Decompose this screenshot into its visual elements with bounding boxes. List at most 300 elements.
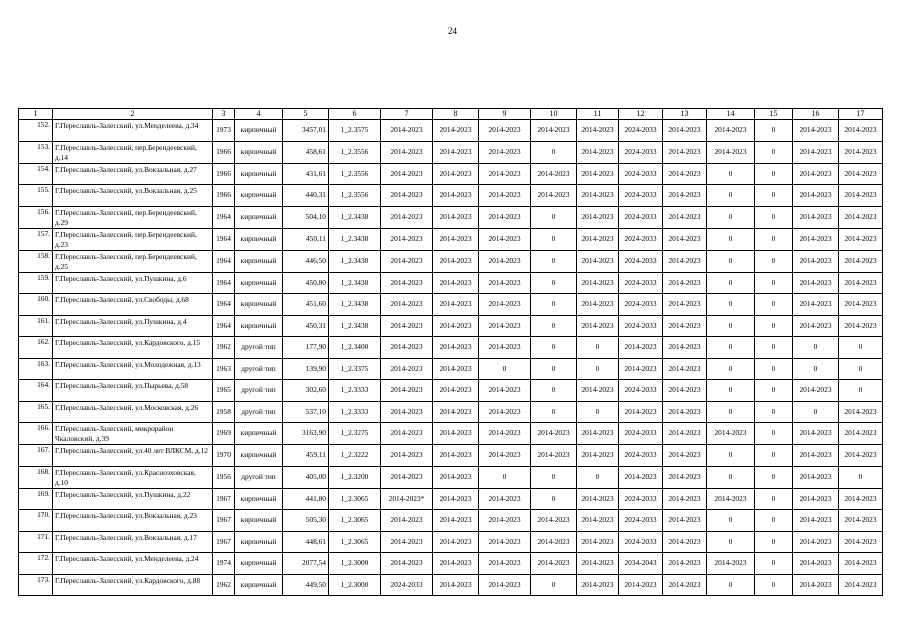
page-number: 24: [448, 26, 457, 36]
cell-row-number: 161.: [19, 315, 53, 337]
cell-year-built: 1962: [213, 337, 235, 359]
cell-col-14: 0: [707, 337, 755, 359]
cell-col-8: 2014-2023: [433, 510, 479, 532]
cell-area: 441,80: [283, 488, 329, 510]
cell-col-15: 0: [755, 488, 793, 510]
cell-col-14: 0: [707, 315, 755, 337]
table-row: [19, 445, 883, 467]
cell-col-9: 0: [479, 358, 531, 380]
cell-address: Г.Переславль-Залесский, ул.Вокзальная, д.17: [53, 531, 213, 553]
cell-col-12: 2024-2033: [619, 445, 663, 467]
cell-row-number: 162.: [19, 337, 53, 359]
cell-col-9: 2014-2023: [479, 445, 531, 467]
cell-col-10: 0: [531, 141, 577, 163]
cell-col-11: 2014-2023: [577, 141, 619, 163]
cell-col-14: 2014-2023: [707, 120, 755, 142]
column-header: 7: [381, 109, 433, 120]
cell-col-17: 2014-2023: [839, 141, 883, 163]
cell-area: 302,60: [283, 380, 329, 402]
cell-row-number: 159.: [19, 272, 53, 294]
cell-col-15: 0: [755, 358, 793, 380]
cell-col-15: 0: [755, 423, 793, 445]
column-header: 9: [479, 109, 531, 120]
cell-wall-material: кирпичный: [235, 531, 283, 553]
cell-col-8: 2014-2023: [433, 315, 479, 337]
cell-address: Г.Переславль-Залесский, ул.Пырьева, д.58: [53, 380, 213, 402]
cell-col-10: 0: [531, 250, 577, 272]
column-header: 11: [577, 109, 619, 120]
cell-col-9: 2014-2023: [479, 510, 531, 532]
cell-wall-material: кирпичный: [235, 488, 283, 510]
column-header: 1: [19, 109, 53, 120]
cell-col-14: 0: [707, 510, 755, 532]
cell-col-17: 2014-2023: [839, 228, 883, 250]
cell-col-10: 0: [531, 294, 577, 316]
cell-area: 504,10: [283, 206, 329, 228]
cell-col-10: 0: [531, 272, 577, 294]
cell-col-12: 2034-2043: [619, 553, 663, 575]
cell-col-15: 0: [755, 141, 793, 163]
cell-col-12: 2024-2033: [619, 315, 663, 337]
cell-year-built: 1965: [213, 380, 235, 402]
cell-col-7: 2014-2023: [381, 206, 433, 228]
cell-col-15: 0: [755, 337, 793, 359]
cell-area: 537,10: [283, 401, 329, 423]
cell-col-17: 2014-2023: [839, 401, 883, 423]
cell-rating: 1_2.3333: [329, 401, 381, 423]
cell-row-number: 163.: [19, 358, 53, 380]
cell-col-17: 0: [839, 466, 883, 488]
column-header: 5: [283, 109, 329, 120]
cell-col-7: 2014-2023: [381, 185, 433, 207]
cell-row-number: 167.: [19, 445, 53, 467]
cell-col-15: 0: [755, 466, 793, 488]
cell-rating: 1_2.3375: [329, 358, 381, 380]
cell-wall-material: кирпичный: [235, 423, 283, 445]
cell-col-11: 2014-2023: [577, 531, 619, 553]
cell-col-11: 0: [577, 401, 619, 423]
cell-row-number: 158.: [19, 250, 53, 272]
cell-col-14: 0: [707, 445, 755, 467]
cell-wall-material: кирпичный: [235, 445, 283, 467]
cell-col-7: 2014-2023: [381, 466, 433, 488]
cell-address: Г.Переславль-Залесский, ул.Вокзальная, д.27: [53, 163, 213, 185]
table-row: [19, 272, 883, 294]
cell-rating: 1_2.3400: [329, 337, 381, 359]
cell-area: 459,11: [283, 445, 329, 467]
cell-col-14: 0: [707, 466, 755, 488]
cell-col-16: 0: [793, 337, 839, 359]
cell-wall-material: кирпичный: [235, 185, 283, 207]
cell-address: Г.Переславль-Залесский, ул.Менделеева, д.34: [53, 120, 213, 142]
cell-area: 139,90: [283, 358, 329, 380]
cell-year-built: 1964: [213, 315, 235, 337]
cell-rating: 1_2.3438: [329, 294, 381, 316]
cell-col-8: 2014-2023: [433, 553, 479, 575]
cell-col-16: 2014-2023: [793, 423, 839, 445]
cell-col-11: 2014-2023: [577, 120, 619, 142]
cell-col-14: 2014-2023: [707, 553, 755, 575]
cell-row-number: 173.: [19, 574, 53, 596]
table-row: [19, 358, 883, 380]
cell-col-13: 2014-2023: [663, 185, 707, 207]
cell-col-9: 2014-2023: [479, 337, 531, 359]
cell-col-8: 2014-2023: [433, 272, 479, 294]
cell-wall-material: кирпичный: [235, 574, 283, 596]
cell-col-14: 0: [707, 272, 755, 294]
cell-col-7: 2014-2023: [381, 553, 433, 575]
cell-col-12: 2024-2033: [619, 510, 663, 532]
cell-address: Г.Переславль-Залесский, ул.Кардовского, д.88: [53, 574, 213, 596]
cell-col-8: 2014-2023: [433, 531, 479, 553]
cell-col-12: 2024-2033: [619, 423, 663, 445]
cell-rating: 1_2.3222: [329, 445, 381, 467]
cell-rating: 1_2.3438: [329, 228, 381, 250]
cell-col-14: 0: [707, 250, 755, 272]
cell-rating: 1_2.3200: [329, 466, 381, 488]
cell-col-12: 2024-2033: [619, 228, 663, 250]
cell-rating: 1_2.3438: [329, 250, 381, 272]
cell-col-12: 2024-2033: [619, 206, 663, 228]
cell-col-16: 2014-2023: [793, 531, 839, 553]
cell-year-built: 1973: [213, 120, 235, 142]
cell-col-17: 0: [839, 358, 883, 380]
cell-col-15: 0: [755, 510, 793, 532]
cell-col-15: 0: [755, 401, 793, 423]
cell-row-number: 166.: [19, 423, 53, 445]
table-body: [19, 120, 883, 596]
cell-wall-material: кирпичный: [235, 294, 283, 316]
cell-col-14: 0: [707, 358, 755, 380]
cell-col-10: 2014-2023: [531, 445, 577, 467]
cell-rating: 1_2.3000: [329, 553, 381, 575]
cell-col-9: 2014-2023: [479, 553, 531, 575]
cell-row-number: 155.: [19, 185, 53, 207]
cell-col-12: 2014-2023: [619, 358, 663, 380]
cell-col-13: 2014-2023: [663, 510, 707, 532]
cell-col-15: 0: [755, 574, 793, 596]
cell-col-12: 2024-2033: [619, 380, 663, 402]
cell-row-number: 171.: [19, 531, 53, 553]
cell-year-built: 1967: [213, 531, 235, 553]
cell-col-17: 2014-2023: [839, 294, 883, 316]
cell-col-14: 0: [707, 163, 755, 185]
cell-col-9: 2014-2023: [479, 423, 531, 445]
cell-col-10: 0: [531, 466, 577, 488]
cell-col-9: 2014-2023: [479, 488, 531, 510]
cell-col-7: 2014-2023: [381, 380, 433, 402]
cell-rating: 1_2.3333: [329, 380, 381, 402]
cell-col-16: 0: [793, 401, 839, 423]
cell-col-13: 2014-2023: [663, 294, 707, 316]
cell-col-14: 2014-2023: [707, 141, 755, 163]
cell-col-7: 2014-2023: [381, 141, 433, 163]
cell-col-7: 2014-2023: [381, 294, 433, 316]
cell-col-12: 2014-2023: [619, 337, 663, 359]
cell-col-7: 2014-2023: [381, 163, 433, 185]
cell-area: 431,61: [283, 163, 329, 185]
cell-col-15: 0: [755, 206, 793, 228]
table-row: [19, 141, 883, 163]
cell-wall-material: кирпичный: [235, 553, 283, 575]
cell-col-13: 2014-2023: [663, 574, 707, 596]
cell-area: 450,80: [283, 272, 329, 294]
cell-year-built: 1967: [213, 488, 235, 510]
cell-year-built: 1956: [213, 466, 235, 488]
cell-col-13: 2014-2023: [663, 272, 707, 294]
cell-col-8: 2014-2023: [433, 466, 479, 488]
cell-col-11: 2014-2023: [577, 445, 619, 467]
cell-col-8: 2014-2023: [433, 120, 479, 142]
cell-area: 449,50: [283, 574, 329, 596]
cell-year-built: 1974: [213, 553, 235, 575]
cell-year-built: 1964: [213, 272, 235, 294]
cell-address: Г.Переславль-Залесский, пер.Берендеевский, д.14: [53, 141, 213, 163]
cell-col-7: 2014-2023: [381, 250, 433, 272]
cell-col-15: 0: [755, 250, 793, 272]
cell-wall-material: кирпичный: [235, 228, 283, 250]
cell-col-16: 2014-2023: [793, 294, 839, 316]
cell-row-number: 170.: [19, 510, 53, 532]
cell-address: Г.Переславль-Залесский, ул.Вокзальная, д.23: [53, 510, 213, 532]
cell-area: 448,61: [283, 531, 329, 553]
cell-col-8: 2014-2023: [433, 574, 479, 596]
cell-col-10: 0: [531, 228, 577, 250]
cell-address: Г.Переславль-Залесский, ул.Пушкина, д.4: [53, 315, 213, 337]
cell-col-7: 2014-2023: [381, 423, 433, 445]
cell-col-14: 0: [707, 531, 755, 553]
cell-wall-material: другой тип: [235, 466, 283, 488]
cell-col-12: 2014-2023: [619, 466, 663, 488]
cell-col-11: 0: [577, 466, 619, 488]
cell-address: Г.Переславль-Залесский, пер.Берендеевский, д.23: [53, 228, 213, 250]
cell-year-built: 1962: [213, 574, 235, 596]
column-header: 2: [53, 109, 213, 120]
cell-col-8: 2014-2023: [433, 488, 479, 510]
cell-col-7: 2014-2023*: [381, 488, 433, 510]
cell-area: 505,30: [283, 510, 329, 532]
cell-col-8: 2014-2023: [433, 250, 479, 272]
cell-col-12: 2024-2033: [619, 294, 663, 316]
cell-wall-material: другой тип: [235, 380, 283, 402]
cell-col-10: 2014-2023: [531, 423, 577, 445]
cell-col-14: 0: [707, 574, 755, 596]
cell-col-13: 2014-2023: [663, 358, 707, 380]
cell-address: Г.Переславль-Залесский, ул.Пушкина, д.22: [53, 488, 213, 510]
cell-col-16: 2014-2023: [793, 163, 839, 185]
cell-col-17: 2014-2023: [839, 163, 883, 185]
cell-wall-material: кирпичный: [235, 315, 283, 337]
cell-rating: 1_2.3065: [329, 510, 381, 532]
cell-col-14: 0: [707, 185, 755, 207]
cell-col-17: 0: [839, 380, 883, 402]
cell-col-15: 0: [755, 553, 793, 575]
cell-col-10: 0: [531, 574, 577, 596]
cell-area: 458,61: [283, 141, 329, 163]
cell-col-12: 2024-2033: [619, 163, 663, 185]
cell-col-13: 2014-2023: [663, 141, 707, 163]
cell-area: 450,11: [283, 228, 329, 250]
cell-col-11: 2014-2023: [577, 185, 619, 207]
cell-col-7: 2014-2023: [381, 337, 433, 359]
column-header: 6: [329, 109, 381, 120]
cell-col-16: 2014-2023: [793, 315, 839, 337]
cell-col-9: 2014-2023: [479, 294, 531, 316]
cell-col-16: 2014-2023: [793, 445, 839, 467]
cell-area: 3163,90: [283, 423, 329, 445]
cell-year-built: 1958: [213, 401, 235, 423]
cell-col-8: 2014-2023: [433, 185, 479, 207]
cell-col-9: 2014-2023: [479, 206, 531, 228]
cell-col-17: 2014-2023: [839, 206, 883, 228]
cell-address: Г.Переславль-Залесский, пер.Берендеевский, д.29: [53, 206, 213, 228]
cell-col-12: 2024-2033: [619, 531, 663, 553]
cell-col-8: 2014-2023: [433, 337, 479, 359]
table-row: [19, 228, 883, 250]
cell-col-13: 2014-2023: [663, 488, 707, 510]
cell-col-9: 2014-2023: [479, 574, 531, 596]
table-row: [19, 510, 883, 532]
column-header: 17: [839, 109, 883, 120]
cell-col-10: 2014-2023: [531, 120, 577, 142]
cell-col-12: 2024-2033: [619, 120, 663, 142]
cell-wall-material: кирпичный: [235, 272, 283, 294]
cell-col-14: 0: [707, 380, 755, 402]
cell-row-number: 165.: [19, 401, 53, 423]
cell-address: Г.Переславль-Залесский, ул.Свободы, д.68: [53, 294, 213, 316]
cell-col-11: 0: [577, 358, 619, 380]
cell-col-16: 2014-2023: [793, 466, 839, 488]
cell-col-17: 2014-2023: [839, 272, 883, 294]
cell-rating: 1_2.3438: [329, 272, 381, 294]
cell-col-13: 2014-2023: [663, 315, 707, 337]
cell-rating: 1_2.3065: [329, 531, 381, 553]
cell-col-10: 2014-2023: [531, 185, 577, 207]
cell-row-number: 157.: [19, 228, 53, 250]
table-row: [19, 294, 883, 316]
cell-col-16: 2014-2023: [793, 272, 839, 294]
cell-col-17: 2014-2023: [839, 423, 883, 445]
cell-col-9: 0: [479, 466, 531, 488]
cell-rating: 1_2.3556: [329, 163, 381, 185]
cell-col-8: 2014-2023: [433, 163, 479, 185]
cell-col-16: 2014-2023: [793, 510, 839, 532]
table-row: [19, 574, 883, 596]
cell-col-10: 0: [531, 488, 577, 510]
cell-col-17: 2014-2023: [839, 250, 883, 272]
cell-col-9: 2014-2023: [479, 250, 531, 272]
cell-wall-material: кирпичный: [235, 141, 283, 163]
cell-col-10: 0: [531, 380, 577, 402]
cell-col-14: 0: [707, 294, 755, 316]
cell-address: Г.Переславль-Залесский, ул.Вокзальная, д.25: [53, 185, 213, 207]
cell-rating: 1_2.3575: [329, 120, 381, 142]
table-row: [19, 120, 883, 142]
cell-col-9: 2014-2023: [479, 531, 531, 553]
cell-col-9: 2014-2023: [479, 120, 531, 142]
cell-col-17: 2014-2023: [839, 445, 883, 467]
cell-col-11: 2014-2023: [577, 380, 619, 402]
cell-year-built: 1969: [213, 423, 235, 445]
cell-col-8: 2014-2023: [433, 401, 479, 423]
cell-address: Г.Переславль-Залесский, ул.Кардовского, д.15: [53, 337, 213, 359]
cell-col-16: 2014-2023: [793, 574, 839, 596]
cell-col-16: 2014-2023: [793, 206, 839, 228]
table-row: [19, 250, 883, 272]
column-number-header: [19, 109, 883, 120]
cell-year-built: 1964: [213, 228, 235, 250]
cell-col-11: 2014-2023: [577, 250, 619, 272]
cell-col-8: 2014-2023: [433, 228, 479, 250]
table-row: [19, 163, 883, 185]
cell-year-built: 1964: [213, 206, 235, 228]
cell-rating: 1_2.3556: [329, 185, 381, 207]
cell-col-7: 2014-2023: [381, 315, 433, 337]
cell-rating: 1_2.3000: [329, 574, 381, 596]
cell-col-10: 0: [531, 358, 577, 380]
cell-col-9: 2014-2023: [479, 380, 531, 402]
cell-col-13: 2014-2023: [663, 445, 707, 467]
cell-col-7: 2014-2023: [381, 510, 433, 532]
cell-col-15: 0: [755, 294, 793, 316]
table-row: [19, 380, 883, 402]
cell-col-14: 2014-2023: [707, 423, 755, 445]
cell-col-12: 2024-2033: [619, 272, 663, 294]
cell-col-12: 2014-2023: [619, 401, 663, 423]
cell-col-9: 2014-2023: [479, 185, 531, 207]
cell-col-13: 2014-2023: [663, 206, 707, 228]
cell-col-11: 2014-2023: [577, 488, 619, 510]
cell-col-8: 2014-2023: [433, 358, 479, 380]
cell-col-11: 2014-2023: [577, 574, 619, 596]
cell-col-15: 0: [755, 315, 793, 337]
column-header: 13: [663, 109, 707, 120]
cell-area: 3457,01: [283, 120, 329, 142]
cell-col-11: 0: [577, 337, 619, 359]
cell-col-17: 2014-2023: [839, 120, 883, 142]
cell-col-13: 2014-2023: [663, 337, 707, 359]
cell-col-11: 2014-2023: [577, 315, 619, 337]
cell-col-15: 0: [755, 163, 793, 185]
cell-area: 440,31: [283, 185, 329, 207]
cell-row-number: 160.: [19, 294, 53, 316]
cell-year-built: 1970: [213, 445, 235, 467]
cell-col-10: 0: [531, 315, 577, 337]
cell-col-10: 0: [531, 337, 577, 359]
cell-col-10: 2014-2023: [531, 163, 577, 185]
cell-address: Г.Переславль-Залесский, ул.Пушкина, д.6: [53, 272, 213, 294]
cell-col-11: 2014-2023: [577, 510, 619, 532]
cell-col-17: 2014-2023: [839, 315, 883, 337]
cell-col-7: 2014-2023: [381, 401, 433, 423]
cell-col-7: 2014-2023: [381, 445, 433, 467]
cell-col-15: 0: [755, 531, 793, 553]
cell-col-7: 2014-2023: [381, 228, 433, 250]
cell-col-17: 2014-2023: [839, 488, 883, 510]
cell-col-7: 2014-2023: [381, 272, 433, 294]
cell-col-16: 2014-2023: [793, 228, 839, 250]
cell-col-10: 0: [531, 206, 577, 228]
cell-col-17: 2014-2023: [839, 553, 883, 575]
cell-rating: 1_2.3556: [329, 141, 381, 163]
cell-wall-material: другой тип: [235, 358, 283, 380]
cell-wall-material: кирпичный: [235, 163, 283, 185]
cell-row-number: 169.: [19, 488, 53, 510]
cell-col-8: 2014-2023: [433, 294, 479, 316]
cell-col-13: 2014-2023: [663, 250, 707, 272]
cell-address: Г.Переславль-Залесский, ул.40 лет ВЛКСМ, д.12: [53, 445, 213, 467]
cell-col-13: 2014-2023: [663, 531, 707, 553]
